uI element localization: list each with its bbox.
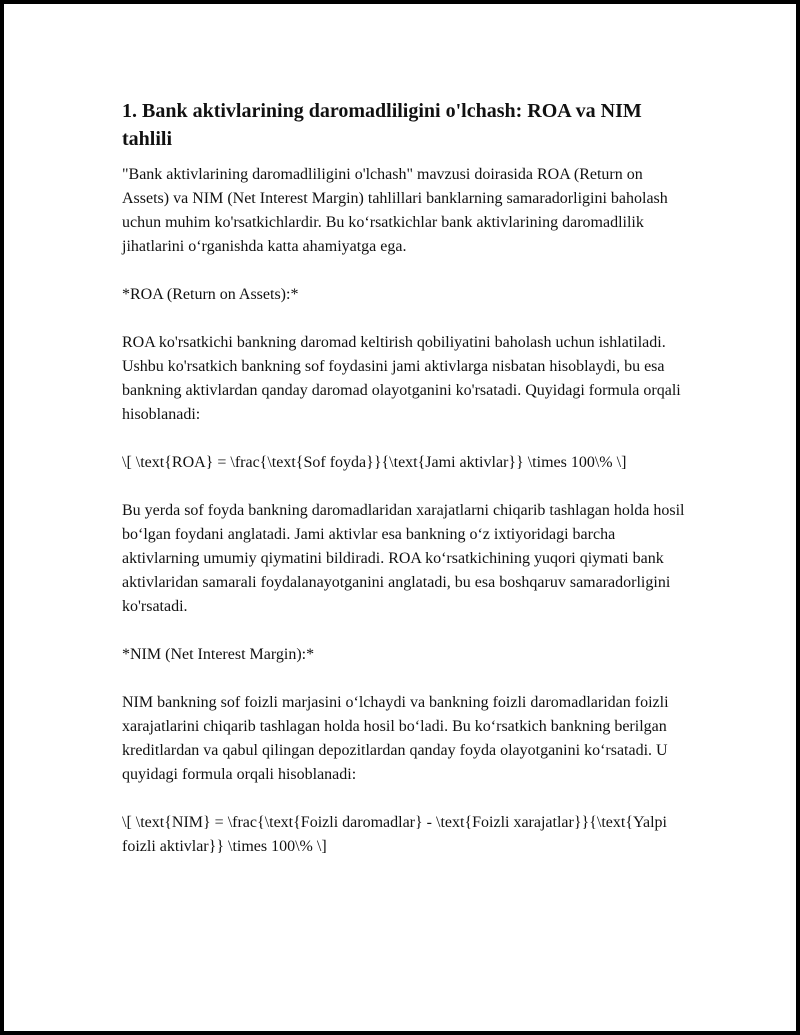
roa-explanation-paragraph: Bu yerda sof foyda bankning daromadlaridan xarajatlarni chiqarib tashlagan holda hosil bo‘lgan foydani anglatadi. Jami aktivlar esa bankning o‘z ixtiyoridagi barcha aktivlarning umumiy qiymatini bildiradi. ROA ko‘rsatkichining yuqori qiymati bank aktivlaridan samarali foydalanayotganini anglatadi, bu esa boshqaruv samaradorligini ko'rsatadi. <box>122 502 685 615</box>
nim-heading: *NIM (Net Interest Margin):* <box>122 646 315 663</box>
nim-description-paragraph: NIM bankning sof foizli marjasini o‘lchaydi va bankning foizli daromadlaridan foizli xarajatlarini chiqarib tashlagan holda hosil bo‘ladi. Bu ko‘rsatkich bankning berilgan kreditlardan va qabul qilingan depozitlardan qanday foyda olayotganini ko‘rsatadi. U quyidagi formula orqali hisoblanadi: <box>122 694 669 783</box>
roa-description-paragraph: ROA ko'rsatkichi bankning daromad keltirish qobiliyatini baholash uchun ishlatiladi. Ushbu ko'rsatkich bankning sof foydasini jami aktivlarga nisbatan hisoblaydi, bu esa bankning aktivlardan qanday daromad olayotganini ko'rsatadi. Quyidagi formula orqali hisoblanadi: <box>122 334 681 423</box>
document-title: 1. Bank aktivlarining daromadliligini o'lchash: ROA va NIM tahlili <box>122 100 642 150</box>
roa-formula: \[ \text{ROA} = \frac{\text{Sof foyda}}{\text{Jami aktivlar}} \times 100\% \] <box>122 454 627 471</box>
roa-heading: *ROA (Return on Assets):* <box>122 286 299 303</box>
nim-formula: \[ \text{NIM} = \frac{\text{Foizli daromadlar} - \text{Foizli xarajatlar}}{\text{Yalpi foizli aktivlar}} \times 100\% \] <box>122 814 667 855</box>
intro-paragraph: "Bank aktivlarining daromadliligini o'lchash" mavzusi doirasida ROA (Return on Assets) va NIM (Net Interest Margin) tahlillari banklarning samaradorligini baholash uchun muhim ko'rsatkichlardir. Bu ko‘rsatkichlar bank aktivlarining daromadlilik jihatlarini o‘rganishda katta ahamiyatga ega. <box>122 166 668 255</box>
document-body <box>122 97 692 883</box>
